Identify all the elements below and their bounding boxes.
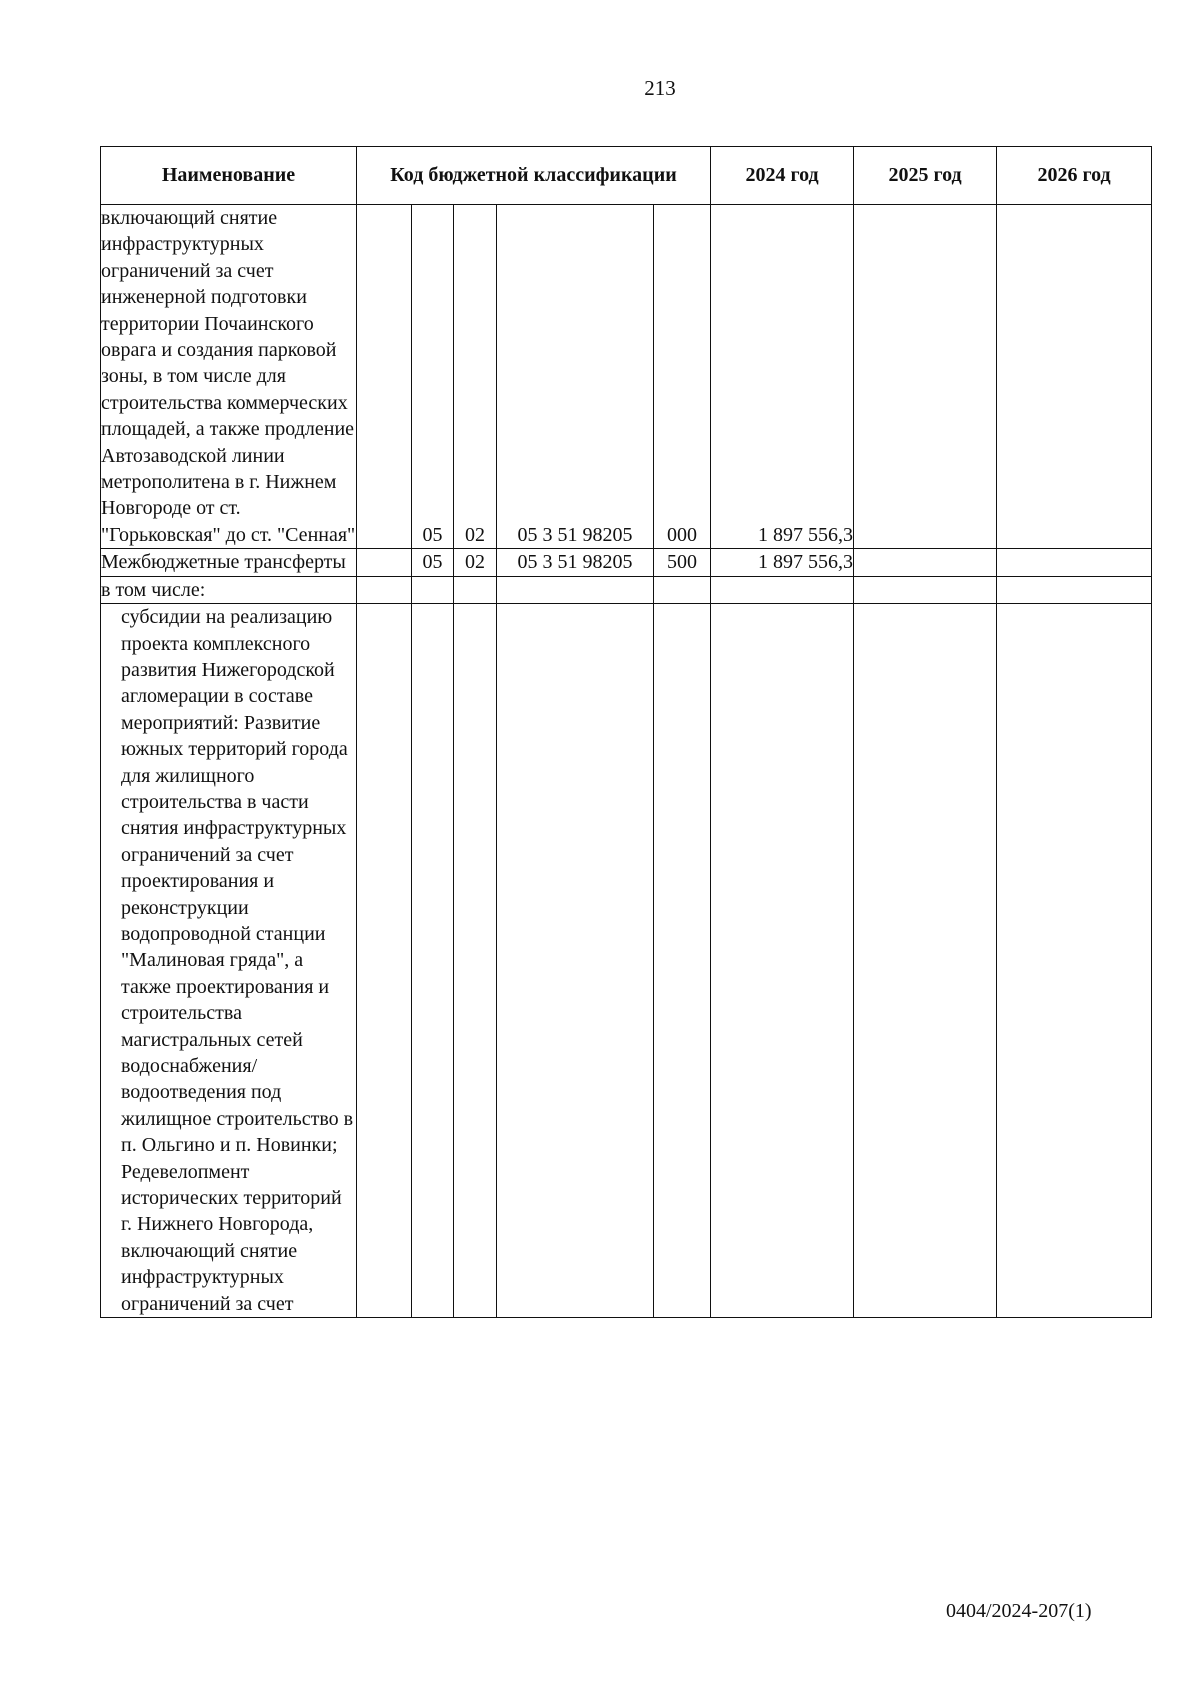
amount-2025	[854, 604, 997, 1318]
code-section	[412, 576, 454, 603]
code-section: 05	[412, 205, 454, 549]
code-cell	[357, 205, 412, 549]
table-row	[101, 205, 1152, 549]
code-target-article	[497, 576, 654, 603]
amount-2024	[711, 576, 854, 603]
budget-table	[100, 146, 1152, 1318]
row-name: включающий снятие инфраструктурных ограничений за счет инженерной подготовки территории Почаинского оврага и создания парковой зоны, в том числе для строительства коммерческих площадей, а также продление Автозаводской линии метрополитена в г. Нижнем Новгороде от ст. "Горьковская" до ст. "Сенная"	[101, 205, 357, 549]
amount-2024: 1 897 556,3	[711, 205, 854, 549]
code-expense-type: 000	[654, 205, 711, 549]
code-cell	[357, 549, 412, 576]
header-name: Наименование	[101, 147, 357, 205]
table-row	[101, 576, 1152, 603]
code-section: 05	[412, 549, 454, 576]
header-budget-code: Код бюджетной классификации	[357, 147, 711, 205]
header-2025: 2025 год	[854, 147, 997, 205]
row-name: в том числе:	[101, 576, 357, 603]
code-subsection	[454, 604, 497, 1318]
amount-2024	[711, 604, 854, 1318]
amount-2025	[854, 205, 997, 549]
amount-2026	[997, 205, 1152, 549]
amount-2026	[997, 549, 1152, 576]
code-section	[412, 604, 454, 1318]
row-name-cell	[101, 604, 357, 1318]
code-subsection: 02	[454, 549, 497, 576]
code-expense-type	[654, 604, 711, 1318]
page-number: 213	[644, 76, 676, 100]
amount-2026	[997, 604, 1152, 1318]
row-name: субсидии на реализацию проекта комплексного развития Нижегородской агломерации в составе мероприятий: Развитие южных территорий города для жилищного строительства в части снятия инфраструктурных ограничений за счет проектирования и реконструкции водопроводной станции "Малиновая гряда", а также проектирования и строительства магистральных сетей водоснабжения/ водоотведения под жилищное строительство в п. Ольгино и п. Новинки; Редевелопмент исторических территорий г. Нижнего Новгорода, включающий снятие инфраструктурных ограничений за счет	[121, 606, 354, 1315]
code-subsection	[454, 576, 497, 603]
code-target-article: 05 3 51 98205	[497, 205, 654, 549]
row-name: Межбюджетные трансферты	[101, 549, 357, 576]
code-expense-type	[654, 576, 711, 603]
code-target-article: 05 3 51 98205	[497, 549, 654, 576]
amount-2025	[854, 576, 997, 603]
amount-2024: 1 897 556,3	[711, 549, 854, 576]
amount-2026	[997, 576, 1152, 603]
amount-2025	[854, 549, 997, 576]
code-subsection: 02	[454, 205, 497, 549]
header-2026: 2026 год	[997, 147, 1152, 205]
table-header-row	[101, 147, 1152, 205]
header-2024: 2024 год	[711, 147, 854, 205]
code-expense-type: 500	[654, 549, 711, 576]
table-row	[101, 604, 1152, 1318]
code-cell	[357, 576, 412, 603]
code-target-article	[497, 604, 654, 1318]
document-code: 0404/2024-207(1)	[946, 1600, 1092, 1622]
code-cell	[357, 604, 412, 1318]
table-row	[101, 549, 1152, 576]
